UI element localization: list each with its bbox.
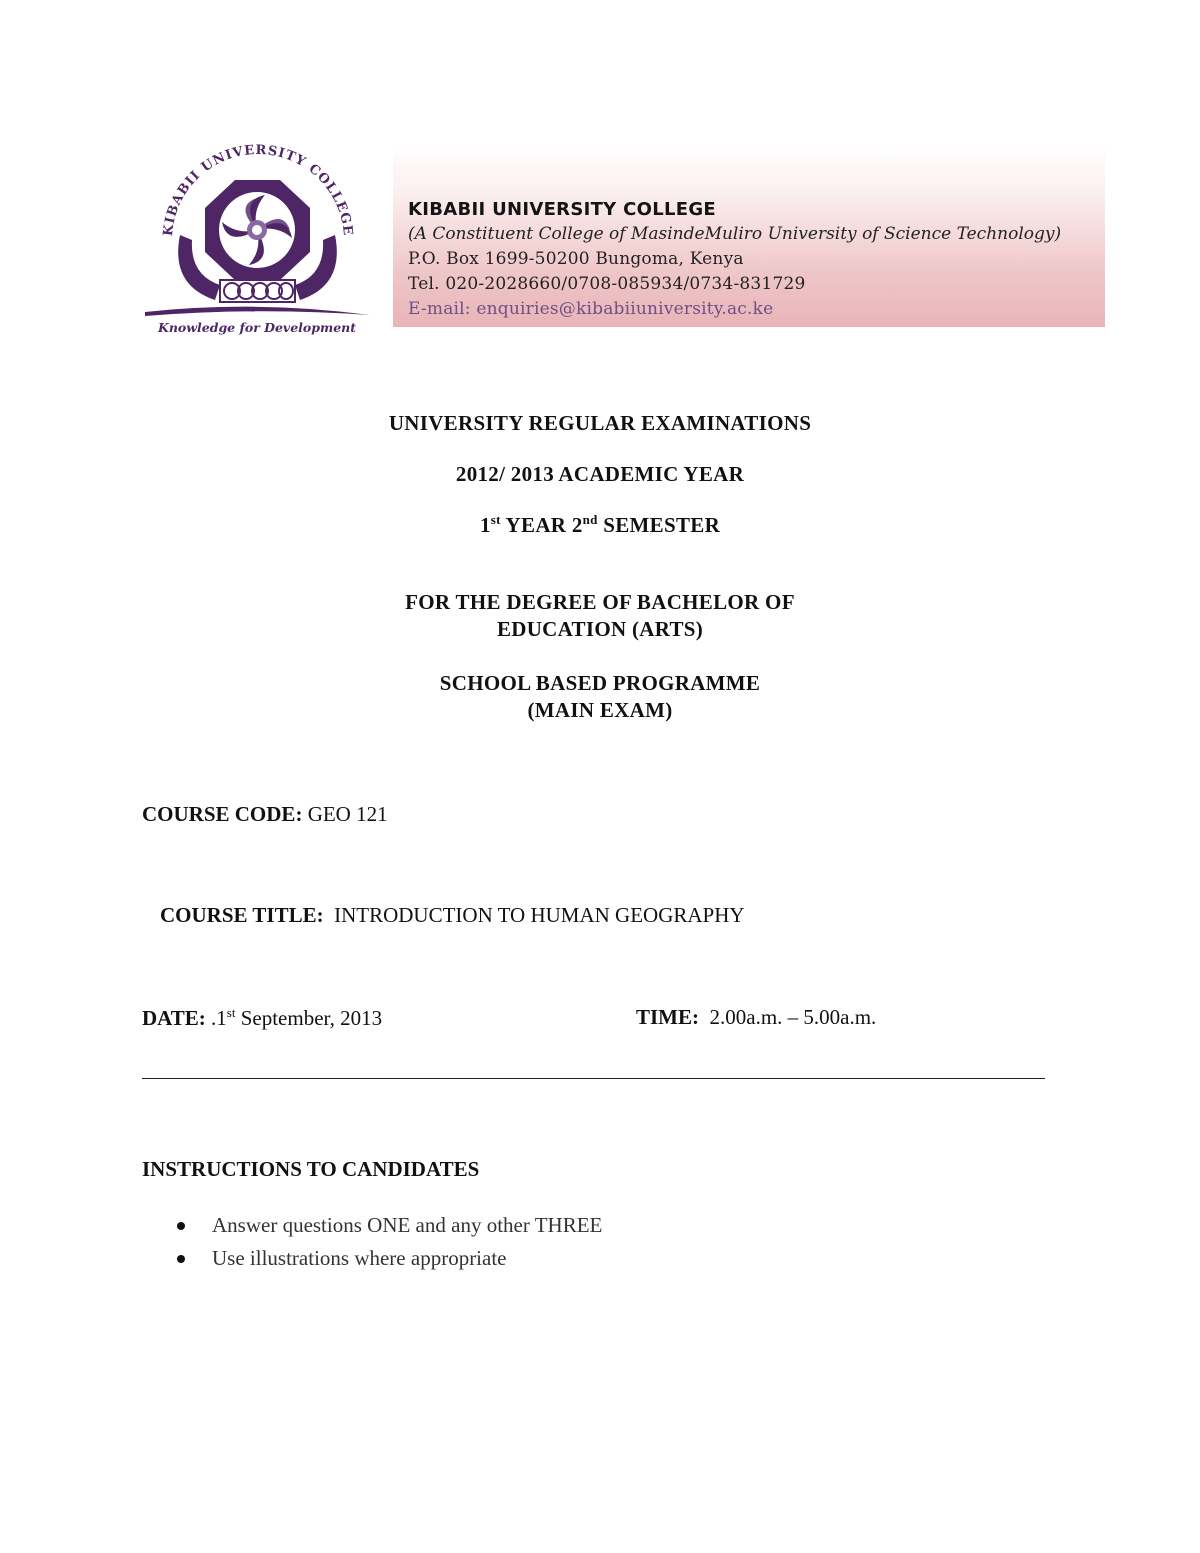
year-word: YEAR [505, 513, 567, 537]
telephone-line: Tel. 020-2028660/0708-085934/0734-831729 [408, 274, 806, 294]
programme-line-2: (MAIN EXAM) [527, 698, 673, 722]
semester-number: 2 [571, 513, 583, 537]
time-label: TIME: [636, 1005, 699, 1029]
course-code-label: COURSE CODE: [142, 802, 303, 826]
course-title-label: COURSE TITLE: [160, 903, 324, 927]
email-label: E-mail: [408, 299, 471, 319]
degree-line-2: EDUCATION (ARTS) [496, 617, 704, 641]
time-value: 2.00a.m. – 5.00a.m. [709, 1005, 877, 1029]
year-number: 1 [479, 513, 491, 537]
semester-suffix: nd [582, 512, 598, 527]
logo-arc-text: KIBABII UNIVERSITY COLLEGE [160, 142, 356, 237]
year-suffix: st [490, 512, 501, 527]
college-logo [140, 140, 375, 340]
date-prefix: .1 [211, 1006, 227, 1030]
degree-line-1: FOR THE DEGREE OF BACHELOR OF [405, 590, 795, 614]
list-item [142, 1209, 602, 1242]
date-label: DATE: [142, 1006, 206, 1030]
academic-year: 2012/ 2013 ACADEMIC YEAR [455, 462, 745, 486]
section-divider [142, 1078, 1045, 1079]
programme-line-1: SCHOOL BASED PROGRAMME [439, 671, 761, 695]
bullet-icon [177, 1255, 185, 1263]
postal-address: P.O. Box 1699-50200 Bungoma, Kenya [408, 249, 744, 269]
email-address: enquiries@kibabiiuniversity.ac.ke [476, 299, 774, 319]
instructions-list [142, 1209, 602, 1275]
college-name: KIBABII UNIVERSITY COLLEGE [408, 199, 716, 220]
semester-word: SEMESTER [603, 513, 721, 537]
instruction-text: Use illustrations where appropriate [212, 1246, 507, 1270]
instructions-heading: INSTRUCTIONS TO CANDIDATES [142, 1157, 480, 1181]
logo-motto: Knowledge for Development [157, 320, 357, 335]
date-suffix: st [226, 1005, 236, 1020]
date-rest: September, 2013 [240, 1006, 383, 1030]
instruction-text: Answer questions ONE and any other THREE [212, 1213, 603, 1237]
course-code-value: GEO 121 [307, 802, 388, 826]
course-title-value: INTRODUCTION TO HUMAN GEOGRAPHY [334, 903, 745, 927]
college-crest-emblem-icon [140, 140, 375, 340]
letterhead-text-block [408, 197, 1061, 322]
constituent-line: (A Constituent College of MasindeMuliro University of Science Technology) [408, 224, 1062, 244]
letterhead-banner [393, 143, 1105, 327]
exam-title: UNIVERSITY REGULAR EXAMINATIONS [388, 411, 812, 435]
email-line [408, 297, 1061, 322]
course-code-row [142, 802, 388, 827]
year-semester [0, 512, 1200, 538]
exam-date-row [142, 1005, 382, 1031]
list-item [142, 1242, 602, 1275]
exam-time-row [636, 1005, 876, 1030]
course-title-row [160, 903, 745, 928]
bullet-icon [177, 1222, 185, 1230]
